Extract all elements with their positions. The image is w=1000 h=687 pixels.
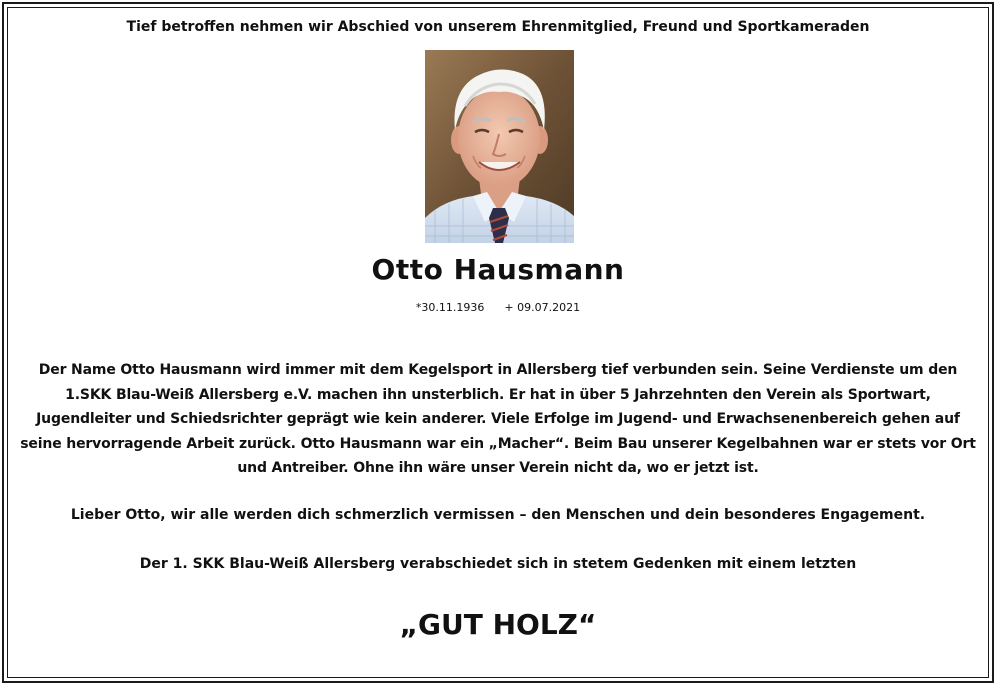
death-date: + 09.07.2021 bbox=[504, 301, 581, 314]
farewell-line: Lieber Otto, wir alle werden dich schmerzlich vermissen – den Menschen und dein besonderes Engagement. bbox=[70, 507, 926, 523]
deceased-name: Otto Hausmann bbox=[371, 253, 625, 286]
tribute-paragraph: Der Name Otto Hausmann wird immer mit dem Kegelsport in Allersberg tief verbunden sein. Seine Verdienste um den 1.SKK Blau-Weiß Allersberg e.V. machen ihn unsterblich. Er hat in über 5 Jahrzehnten den Verein als Sportwart, Jugendleiter und Schiedsrichter geprägt wie kein anderer. Viele Erfolge im Jugend- und Erwachsenenbereich gehen auf seine hervorragende Arbeit zurück. Otto Hausmann war ein „Macher“. Beim Bau unserer Kegelbahnen war er stets vor Ort und Antreiber. Ohne ihn wäre unser Verein nicht da, wo er jetzt ist. bbox=[20, 362, 976, 476]
closing-line: Der 1. SKK Blau-Weiß Allersberg verabschiedet sich in stetem Gedenken mit einem letzten bbox=[139, 556, 857, 572]
birth-date: *30.11.1936 bbox=[415, 301, 485, 314]
portrait-photo bbox=[425, 50, 574, 243]
obituary-notice bbox=[10, 10, 986, 675]
life-dates bbox=[10, 301, 986, 314]
intro-line: Tief betroffen nehmen wir Abschied von unserem Ehrenmitglied, Freund und Sportkameraden bbox=[126, 19, 870, 35]
slogan: „GUT HOLZ“ bbox=[399, 608, 597, 641]
